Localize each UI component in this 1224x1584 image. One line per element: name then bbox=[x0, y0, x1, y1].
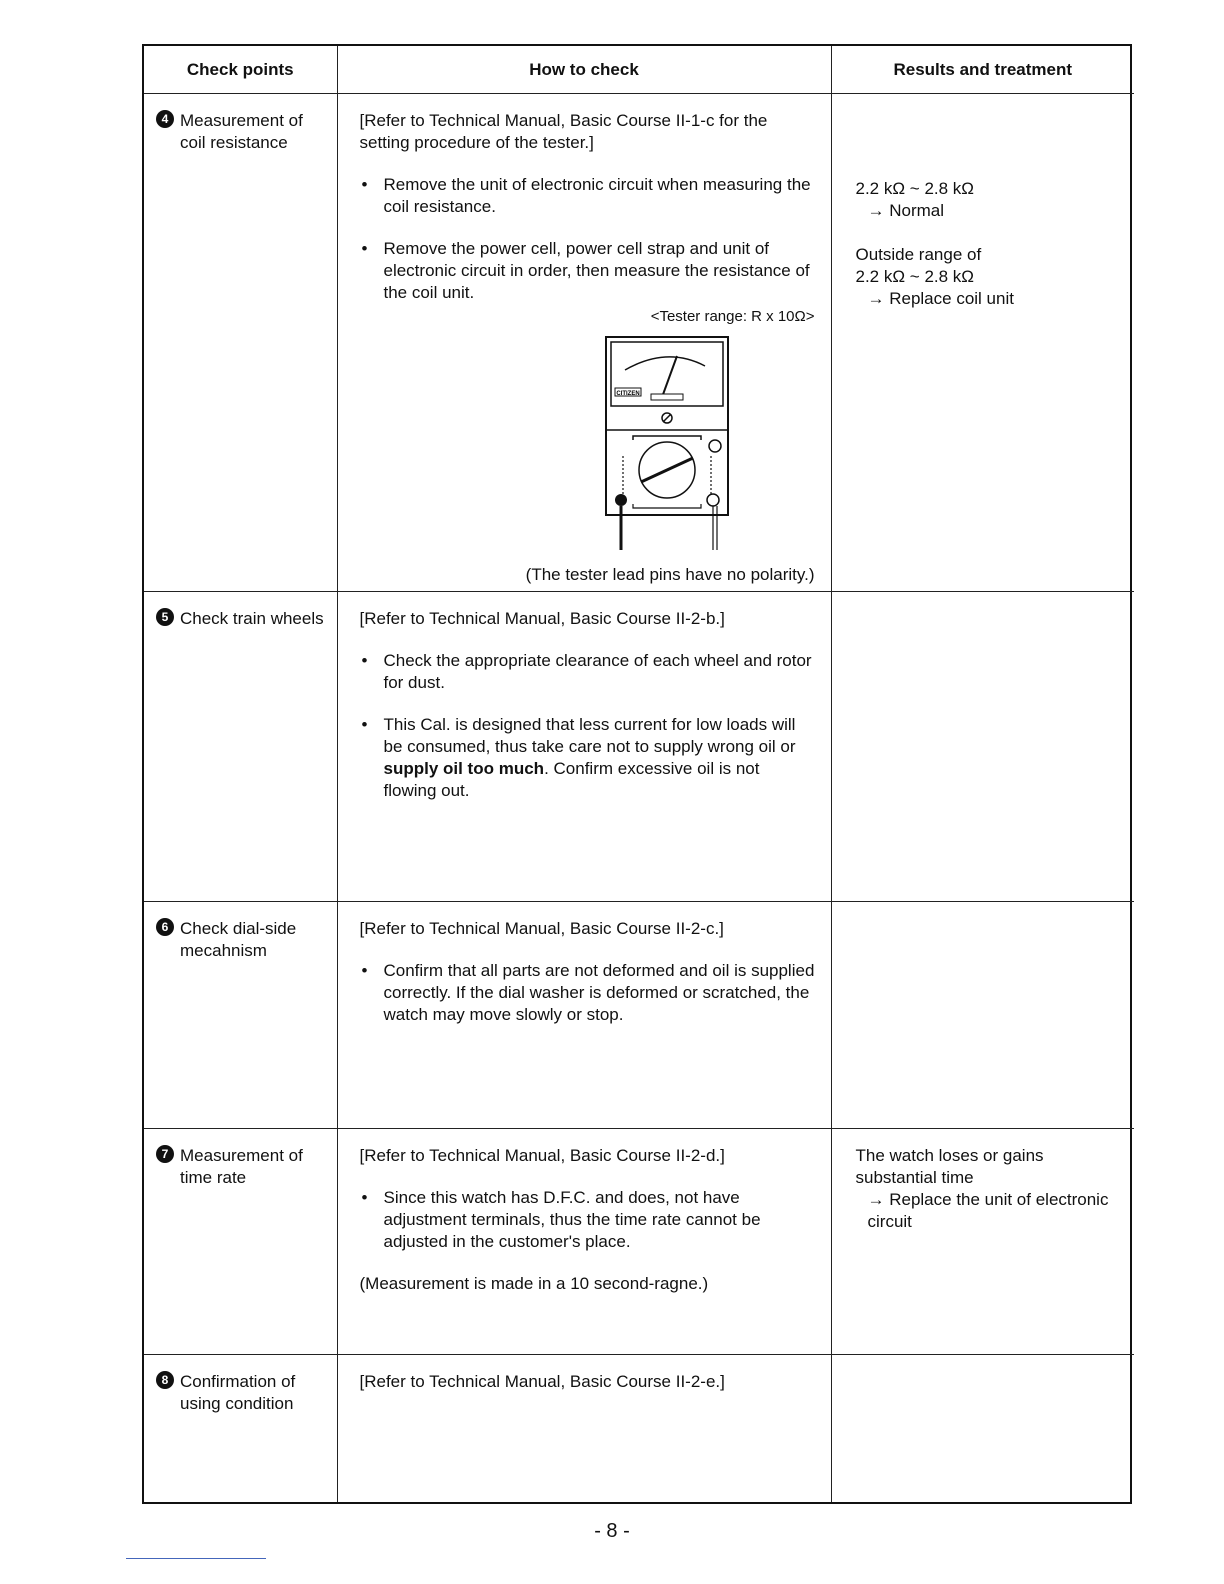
header-row bbox=[144, 46, 1134, 94]
results-cell bbox=[831, 1129, 1134, 1355]
page-number: - 8 - bbox=[594, 1520, 630, 1542]
tester-range: <Tester range: R x 10Ω> bbox=[650, 308, 815, 325]
number-badge: 4 bbox=[156, 110, 174, 128]
normal-result: → Normal bbox=[867, 201, 945, 220]
how-to-check-cell bbox=[337, 94, 831, 592]
bullet-icon: • bbox=[361, 175, 368, 194]
bullet-item bbox=[360, 238, 815, 304]
multimeter-icon bbox=[605, 336, 729, 552]
how-to-check-cell bbox=[337, 902, 831, 1129]
results-cell bbox=[831, 94, 1134, 592]
bullet-item bbox=[360, 1187, 815, 1253]
reference-text: [Refer to Technical Manual, Basic Course II-1-c for the setting procedure of the tester.] bbox=[359, 111, 768, 152]
number-badge: 7 bbox=[156, 1145, 174, 1163]
bullet-text: Remove the power cell, power cell strap and unit of electronic circuit in order, then measure the resistance of the coil unit. bbox=[383, 239, 810, 302]
row-coil-resistance bbox=[144, 94, 1134, 592]
row-using-condition bbox=[144, 1355, 1134, 1503]
check-table bbox=[144, 46, 1134, 1502]
reference-text: [Refer to Technical Manual, Basic Course II-2-d.] bbox=[359, 1146, 725, 1165]
check-point-label: Measurement of time rate bbox=[180, 1146, 303, 1187]
bullet-icon: • bbox=[361, 1188, 368, 1207]
outside-label: Outside range of bbox=[855, 245, 982, 264]
bullet-icon: • bbox=[361, 239, 368, 258]
check-point-cell bbox=[144, 592, 337, 902]
reference-text: [Refer to Technical Manual, Basic Course II-2-c.] bbox=[359, 919, 724, 938]
bullet-list bbox=[360, 174, 815, 304]
number-badge: 8 bbox=[156, 1371, 174, 1389]
check-point-label: Measurement of coil resistance bbox=[180, 111, 303, 152]
reference-text: [Refer to Technical Manual, Basic Course II-2-b.] bbox=[359, 609, 725, 628]
bullet-item bbox=[360, 714, 815, 802]
number-badge: 6 bbox=[156, 918, 174, 936]
how-to-check-cell bbox=[337, 1129, 831, 1355]
bullet-item bbox=[360, 960, 815, 1026]
check-point-cell bbox=[144, 1129, 337, 1355]
how-to-check-cell bbox=[337, 592, 831, 902]
tester-brand: CITIZEN bbox=[616, 391, 640, 397]
header-results: Results and treatment bbox=[831, 46, 1134, 94]
polarity-note: (The tester lead pins have no polarity.) bbox=[525, 565, 815, 584]
row-dial-side bbox=[144, 902, 1134, 1129]
bullet-list bbox=[360, 650, 815, 802]
row-train-wheels bbox=[144, 592, 1134, 902]
bullet-bold-text: supply oil too much bbox=[383, 759, 545, 778]
results-cell bbox=[831, 1355, 1134, 1503]
bullet-icon: • bbox=[361, 961, 368, 980]
normal-range: 2.2 kΩ ~ 2.8 kΩ bbox=[855, 179, 975, 198]
check-point-cell bbox=[144, 902, 337, 1129]
outside-range: 2.2 kΩ ~ 2.8 kΩ bbox=[855, 267, 975, 286]
result-action: → Replace the unit of electronic circuit bbox=[867, 1190, 1109, 1231]
results-cell bbox=[831, 592, 1134, 902]
reference-text: [Refer to Technical Manual, Basic Course II-2-e.] bbox=[359, 1372, 725, 1391]
header-check-points: Check points bbox=[144, 46, 337, 94]
result-line: The watch loses or gains substantial time bbox=[855, 1146, 1044, 1187]
footer-rule bbox=[126, 1558, 266, 1559]
bullet-icon: • bbox=[361, 651, 368, 670]
how-to-check-cell bbox=[337, 1355, 831, 1503]
bullet-list bbox=[360, 960, 815, 1026]
check-point-label: Check train wheels bbox=[180, 609, 324, 628]
row-time-rate bbox=[144, 1129, 1134, 1355]
outside-result: → Replace coil unit bbox=[867, 289, 1014, 308]
bullet-text: Check the appropriate clearance of each wheel and rotor for dust. bbox=[383, 651, 812, 692]
check-point-label: Confirmation of using condition bbox=[180, 1372, 296, 1413]
bullet-text: Remove the unit of electronic circuit when measuring the coil resistance. bbox=[383, 175, 811, 216]
bullet-text: This Cal. is designed that less current for low loads will be consumed, thus take care not to supply wrong oil or bbox=[383, 715, 796, 756]
measurement-note: (Measurement is made in a 10 second-ragne.) bbox=[359, 1274, 709, 1293]
bullet-list bbox=[360, 1187, 815, 1253]
results-cell bbox=[831, 902, 1134, 1129]
tester-illustration bbox=[605, 336, 729, 558]
bullet-icon: • bbox=[361, 715, 368, 734]
bullet-text: Since this watch has D.F.C. and does, not have adjustment terminals, thus the time rate cannot be adjusted in the customer's place. bbox=[383, 1188, 761, 1251]
check-point-cell bbox=[144, 1355, 337, 1503]
bullet-item bbox=[360, 174, 815, 218]
bullet-item bbox=[360, 650, 815, 694]
number-badge: 5 bbox=[156, 608, 174, 626]
header-how-to-check: How to check bbox=[337, 46, 831, 94]
bullet-text: Confirm that all parts are not deformed and oil is supplied correctly. If the dial washer is deformed or scratched, the watch may move slowly or stop. bbox=[383, 961, 815, 1024]
bullet-text-end: . Confirm excessive oil is not flowing out. bbox=[383, 759, 760, 800]
check-point-cell bbox=[144, 94, 337, 592]
check-point-label: Check dial-side mecahnism bbox=[180, 919, 297, 960]
check-table-sheet bbox=[142, 44, 1132, 1504]
